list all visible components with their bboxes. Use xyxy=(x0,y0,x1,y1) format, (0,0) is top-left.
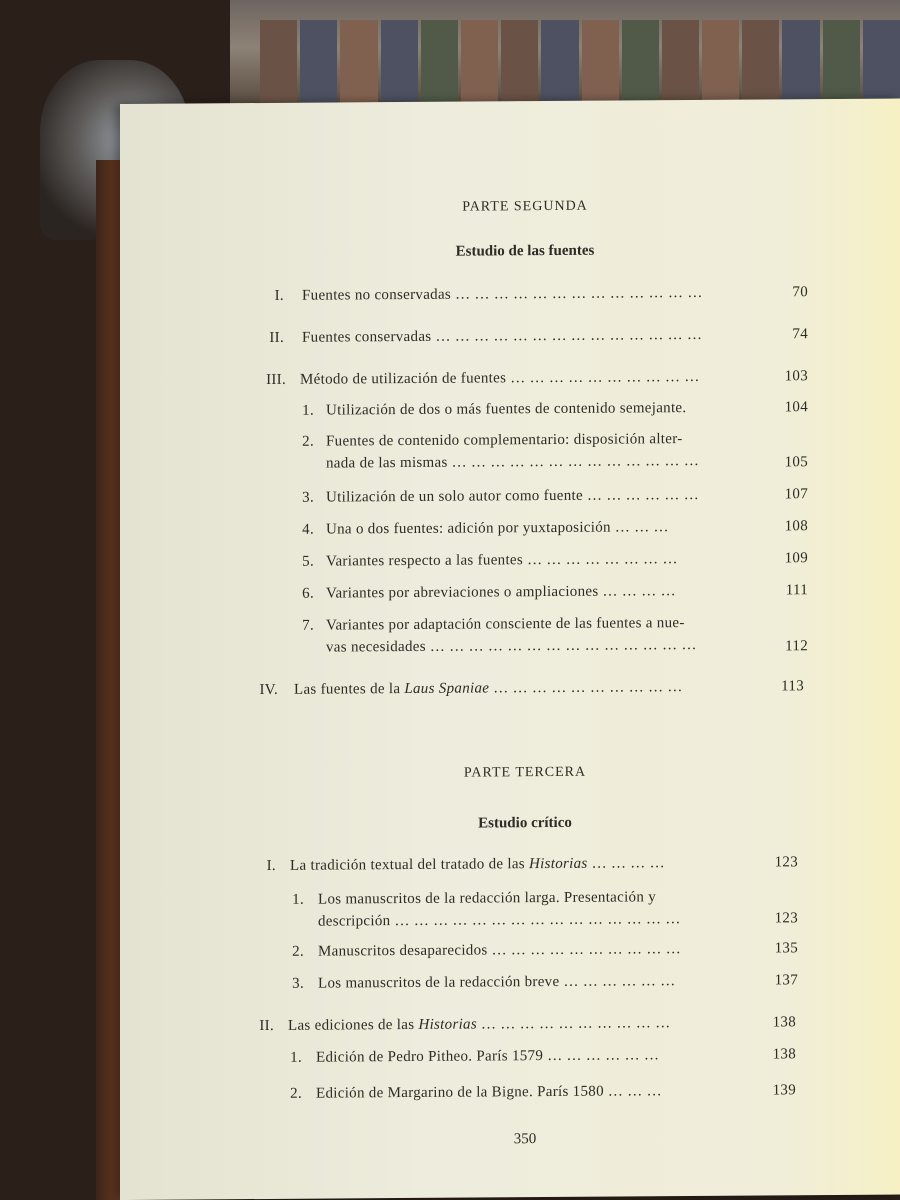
part-heading: PARTE SEGUNDA xyxy=(462,198,588,215)
entry-title: Variantes por abreviaciones o ampliaciones … … … … xyxy=(326,583,676,602)
entry-title-suffix: … … … … … … … … … … xyxy=(477,1015,671,1033)
entry-title-italic: Historias xyxy=(529,855,588,873)
entry-page: 137 xyxy=(774,972,798,989)
entry-number: II. xyxy=(259,1017,274,1035)
entry-page: 104 xyxy=(784,399,808,416)
part-subtitle: Estudio crítico xyxy=(478,814,572,832)
entry-number: 1. xyxy=(302,402,314,419)
entry-number: I. xyxy=(274,287,284,304)
entry-number: 6. xyxy=(302,585,314,602)
entry-title-italic: Laus Spaniae xyxy=(404,680,490,698)
entry-page: 123 xyxy=(774,910,798,927)
entry-title: Fuentes de contenido complementario: disposición alter- xyxy=(326,431,683,450)
entry-title: Utilización de dos o más fuentes de contenido semejante. xyxy=(326,400,687,419)
entry-title: Edición de Pedro Pitheo. París 1579 … … … … … … xyxy=(316,1047,660,1066)
entry-title-continued: nada de las mismas … … … … … … … … … … … … … xyxy=(326,452,700,472)
entry-number: 2. xyxy=(302,433,314,450)
entry-title xyxy=(288,1012,671,1037)
entry-title xyxy=(290,852,665,877)
entry-title-prefix: Las ediciones de las xyxy=(288,1016,419,1034)
entry-page: 103 xyxy=(784,368,808,385)
entry-title-prefix: La tradición textual del tratado de las xyxy=(290,856,529,874)
entry-title: Una o dos fuentes: adición por yuxtaposición … … … xyxy=(326,519,669,538)
entry-number: 1. xyxy=(292,891,304,908)
entry-title: Variantes respecto a las fuentes … … … … … … … … xyxy=(326,551,678,570)
entry-number: IV. xyxy=(259,681,278,699)
entry-page: 107 xyxy=(784,486,808,503)
entry-title: Los manuscritos de la redacción breve … … … … … … xyxy=(318,973,676,992)
entry-title xyxy=(294,676,683,701)
part-heading: PARTE TERCERA xyxy=(463,764,587,781)
entry-number: I. xyxy=(266,857,276,874)
entry-number: 2. xyxy=(290,1085,302,1102)
entry-page: 109 xyxy=(784,550,808,567)
entry-title-continued: descripción … … … … … … … … … … … … … … … xyxy=(318,911,681,930)
entry-page: 139 xyxy=(772,1082,796,1099)
entry-title: Fuentes no conservadas … … … … … … … … … … … … … xyxy=(302,284,703,304)
entry-title-suffix: … … … … … … … … … … xyxy=(489,679,683,697)
entry-page: 138 xyxy=(772,1046,796,1063)
entry-page: 111 xyxy=(785,582,808,599)
entry-page: 74 xyxy=(792,326,808,343)
entry-number: 2. xyxy=(292,943,304,960)
entry-number: 3. xyxy=(302,489,314,506)
entry-title: Fuentes conservadas … … … … … … … … … … … … … … xyxy=(302,326,703,346)
entry-page: 138 xyxy=(772,1014,796,1031)
entry-number: 7. xyxy=(302,617,314,634)
entry-page: 108 xyxy=(784,518,808,535)
entry-number: 4. xyxy=(302,521,314,538)
entry-title-prefix: Las fuentes de la xyxy=(294,681,405,698)
entry-title-italic: Historias xyxy=(418,1016,477,1033)
entry-title: Variantes por adaptación consciente de las fuentes a nue- xyxy=(326,615,685,634)
page-number: 350 xyxy=(513,1131,537,1148)
entry-title: Utilización de un solo autor como fuente … … … … … … xyxy=(326,486,700,506)
part-subtitle: Estudio de las fuentes xyxy=(455,242,595,260)
entry-page: 113 xyxy=(781,678,804,695)
entry-number: 5. xyxy=(302,553,314,570)
entry-title: Edición de Margarino de la Bigne. París 1580 … … … xyxy=(316,1083,662,1102)
entry-page: 112 xyxy=(785,638,808,655)
entry-page: 123 xyxy=(774,854,798,871)
entry-number: 3. xyxy=(292,975,304,992)
entry-title-continued: vas necesidades … … … … … … … … … … … … … … xyxy=(326,636,697,656)
entry-title: Los manuscritos de la redacción larga. Presentación y xyxy=(318,889,657,908)
entry-page: 135 xyxy=(774,940,798,957)
entry-number: II. xyxy=(269,329,284,346)
entry-title: Método de utilización de fuentes … … … … … … … … … … xyxy=(300,368,700,388)
book-page xyxy=(120,99,900,1200)
entry-title-suffix: … … … … xyxy=(587,855,665,872)
entry-number: III. xyxy=(266,371,286,388)
entry-number: 1. xyxy=(290,1049,302,1066)
entry-page: 105 xyxy=(784,454,808,471)
entry-title: Manuscritos desaparecidos … … … … … … … … … … xyxy=(318,941,682,960)
entry-page: 70 xyxy=(792,284,808,301)
